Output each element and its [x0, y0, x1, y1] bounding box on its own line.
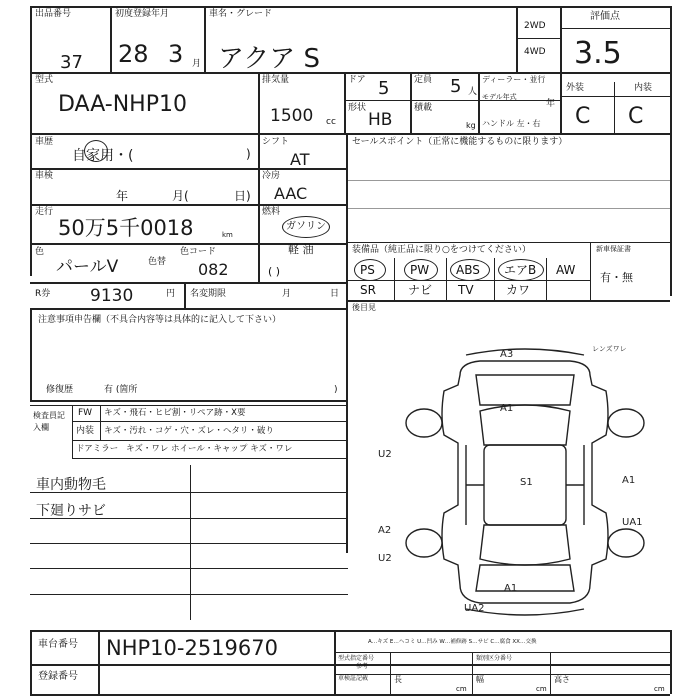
inspector-label: 検査員記入欄	[33, 411, 65, 432]
history-label: 車歴	[35, 137, 54, 147]
width-label: 幅	[476, 675, 484, 684]
displacement-value: 1500	[270, 106, 314, 126]
inspection-year: 年	[116, 189, 129, 203]
shape-value: HB	[368, 110, 393, 130]
inspection-day: 日)	[234, 189, 251, 203]
equip-aw: AW	[556, 263, 576, 277]
check-row-mirror-text: キズ・ワレ ホイール・キャップ キズ・ワレ	[126, 444, 293, 454]
color-code-value: 082	[198, 260, 229, 279]
diagram-mark-ua1: UA1	[622, 517, 643, 528]
diagram-mark-a1-front: A1	[500, 403, 514, 414]
handwritten-note-2: 下廻りサビ	[36, 503, 106, 519]
shift-label: シフト	[262, 137, 290, 147]
shift-value: AT	[290, 150, 310, 169]
equip-airbag: エアB	[504, 263, 537, 277]
cc-unit: cc	[326, 117, 336, 127]
recycle-label: R券	[35, 289, 51, 299]
first-reg-month: 3	[168, 40, 184, 68]
name-change-day: 日	[330, 289, 340, 299]
exterior-grade: C	[575, 104, 591, 129]
reference-label: 参考	[356, 663, 369, 670]
equipment-label: 装備品（純正品に限り○をつけてください）	[352, 245, 531, 255]
yen-unit: 円	[166, 289, 176, 299]
first-reg-year: 28	[118, 40, 149, 68]
history-close: )	[246, 147, 251, 161]
name-change-month: 月	[282, 289, 292, 299]
fuel-diesel: 軽 油	[288, 243, 314, 256]
equip-abs: ABS	[456, 263, 480, 277]
handwritten-note-1: 車内動物毛	[36, 477, 106, 493]
load-label: 積載	[414, 103, 433, 113]
fuel-selection-circle	[282, 216, 330, 238]
color-code-label: 色コード	[180, 247, 217, 257]
damage-legend: A…キズ E…ヘコミ U…凹み W…補修跡 S…サビ C…腐食 XX…交換	[368, 639, 537, 645]
fuel-gas: ガソリン	[286, 221, 326, 232]
ac-label: 冷房	[262, 171, 281, 181]
history-value: 自家用・(	[72, 148, 134, 164]
new-manual-label: 新車保証書	[596, 245, 631, 253]
diagram-mark-ua2: UA2	[464, 603, 485, 614]
drive-2wd: 2WD	[524, 21, 546, 31]
model-designation-label: 型式指定番号	[338, 655, 375, 662]
displacement-label: 排気量	[262, 75, 290, 85]
cm-unit-1: cm	[456, 685, 467, 693]
model-year-label: モデル年式	[482, 93, 517, 101]
doors-value: 5	[378, 78, 390, 99]
fuel-paren: ( )	[268, 265, 281, 278]
diagram-mark-a1-rear: A1	[504, 583, 518, 594]
drive-4wd: 4WD	[524, 47, 546, 57]
new-manual-value: 有・無	[600, 271, 633, 284]
diagram-mark-a2: A2	[378, 525, 392, 536]
sales-point-label: セールスポイント（正常に機能するものに限ります）	[352, 137, 568, 147]
kg-unit: kg	[466, 121, 476, 130]
car-damage-diagram	[370, 345, 670, 620]
chassis-label: 車台番号	[38, 639, 78, 650]
lot-label: 出品番号	[35, 9, 72, 19]
equip-tv: TV	[458, 283, 474, 297]
name-grade-label: 車名・グレード	[209, 9, 273, 19]
handle-label: ハンドル 左・右	[482, 119, 541, 128]
recycle-value: 9130	[90, 286, 134, 306]
score-value: 3.5	[574, 36, 622, 71]
check-row-fw-key: FW	[78, 408, 93, 418]
inspection-label: 車検	[35, 171, 54, 181]
inspection-month: 月(	[172, 189, 189, 203]
category-label: 類別区分番号	[476, 655, 513, 662]
interior-grade: C	[628, 104, 644, 129]
diagram-mark-lens: レンズワレ	[592, 345, 627, 353]
person-unit: 人	[468, 87, 478, 97]
diagram-mark-s1: S1	[520, 477, 533, 488]
model-value: DAA-NHP10	[58, 92, 187, 117]
doors-label: ドア	[348, 75, 366, 85]
name-change-label: 名変期限	[190, 289, 227, 299]
check-row-mirror-key: ドアミラー	[76, 444, 119, 454]
ac-value: AAC	[274, 184, 308, 203]
color-label: 色	[35, 247, 45, 257]
airbag-circle	[498, 259, 544, 281]
diagram-mark-a1-right: A1	[622, 475, 636, 486]
color-change-label: 色替	[148, 257, 167, 267]
ps-circle	[354, 259, 386, 281]
pw-circle	[404, 259, 438, 281]
month-unit: 月	[192, 59, 202, 69]
cm-unit-2: cm	[536, 685, 547, 693]
name-grade-value: アクア S	[218, 44, 320, 74]
history-selection-circle	[84, 140, 108, 162]
equip-navi: ナビ	[408, 283, 433, 297]
diagram-mark-a3: A3	[500, 349, 514, 360]
registration-label: 登録番号	[38, 671, 78, 682]
equip-leather: カワ	[506, 283, 531, 297]
capacity-value: 5	[450, 76, 462, 97]
equip-pw: PW	[410, 263, 430, 277]
notes-label: 注意事項申告欄（不具合内容等は具体的に記入して下さい）	[38, 315, 282, 325]
chassis-value: NHP10-2519670	[106, 636, 278, 660]
score-label: 評価点	[590, 11, 620, 22]
check-row-fw-text: キズ・飛石・ヒビ割・リペア跡・X要	[104, 408, 246, 418]
interior-label: 内装	[634, 83, 653, 93]
equip-sr: SR	[360, 283, 376, 297]
repair-label: 修復歴	[46, 385, 74, 395]
height-label: 高さ	[554, 675, 570, 684]
exterior-label: 外装	[566, 83, 585, 93]
mileage-value: 50万5千0018	[58, 216, 194, 240]
check-row-interior-text: キズ・汚れ・コゲ・穴・ズレ・ヘタリ・破り	[104, 426, 274, 436]
rear-seat-label: 後目見	[352, 303, 376, 312]
km-unit: km	[222, 231, 233, 239]
diagram-mark-u2-left: U2	[378, 449, 392, 460]
dealer-label: ディーラー・並行	[482, 75, 546, 84]
mileage-label: 走行	[35, 207, 54, 217]
certificate-label: 車検証記載	[338, 675, 369, 682]
repair-value: 有 (箇所	[104, 385, 138, 395]
equip-ps: PS	[360, 263, 375, 277]
abs-circle	[450, 259, 490, 281]
model-label: 型式	[35, 75, 54, 85]
cm-unit-3: cm	[654, 685, 665, 693]
year-unit: 年	[546, 99, 556, 109]
check-row-interior-key: 内装	[76, 426, 95, 436]
capacity-label: 定員	[414, 75, 433, 85]
lot-number: 37	[60, 52, 83, 73]
shape-label: 形状	[348, 103, 367, 113]
first-reg-label: 初度登録年月	[115, 9, 170, 19]
length-label: 長	[394, 675, 402, 684]
diagram-mark-u2-rear: U2	[378, 553, 392, 564]
color-value: パールV	[56, 257, 119, 277]
fuel-label: 燃料	[262, 207, 281, 217]
repair-close: )	[334, 385, 338, 395]
